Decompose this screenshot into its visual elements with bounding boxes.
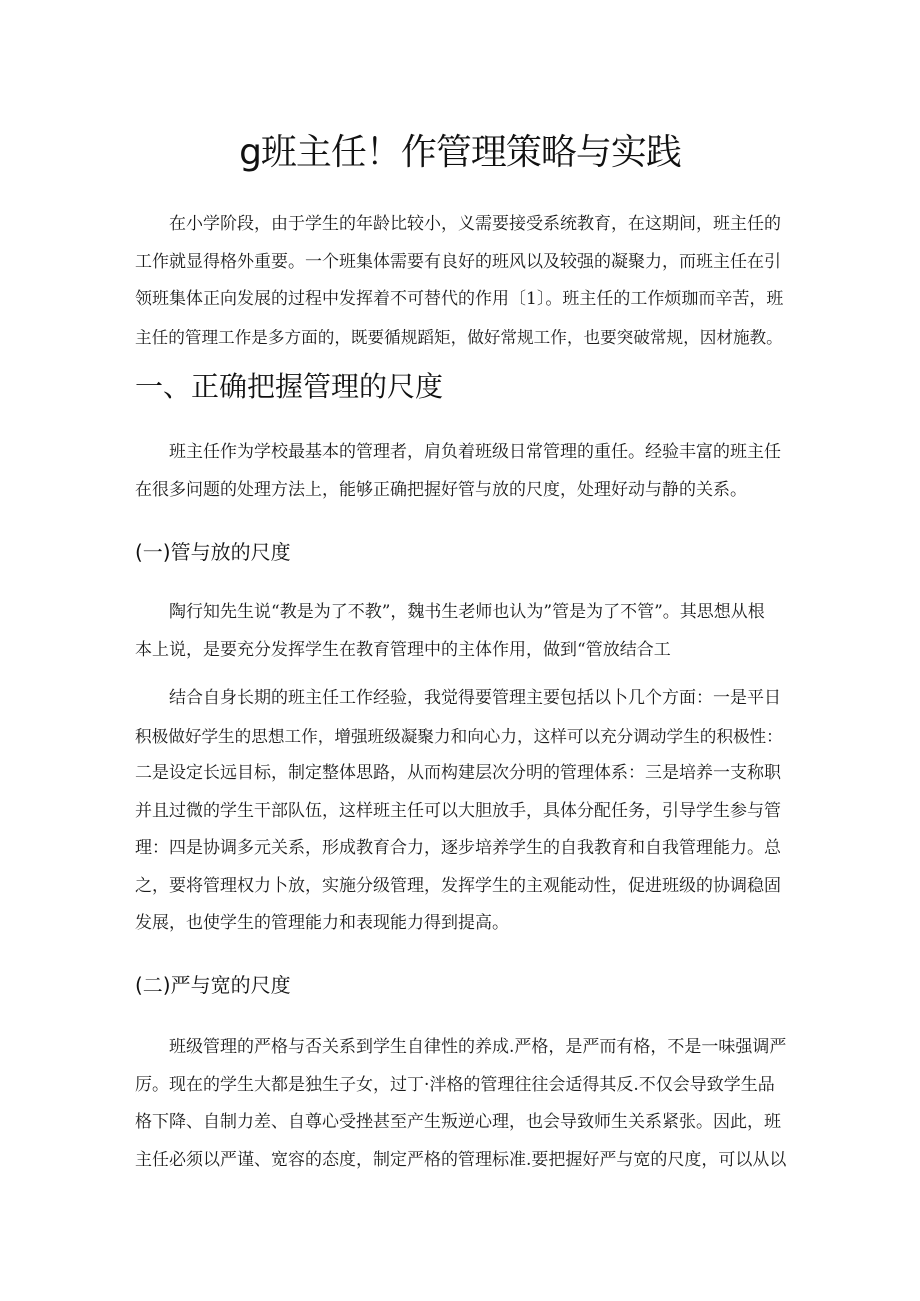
paragraph-line: 领班集体正向发展的过程中发挥着不可替代的作用〔1〕。班主任的工作烦珈而辛苦，班 xyxy=(135,289,784,309)
paragraph-line: 主任必须以严谨、宽容的态度，制定严格的管理标准.要把握好严与宽的尺度，可以从以 xyxy=(135,1149,787,1170)
document-title: g班主任！作管理策略与实践 xyxy=(239,132,681,173)
sub2-paragraph-1 xyxy=(135,1029,790,1179)
paragraph-line: 理：四是协调多元关系，形成教育合力，逐步培养学生的自我教育和自我管理能力。总 xyxy=(135,838,781,858)
paragraph-line: 之，要将管理权力卜放，实施分级管理，发挥学生的主观能动性，促进班级的协调稳固 xyxy=(135,875,781,896)
subsection-heading-1: (一)管与放的尺度 xyxy=(135,540,291,564)
paragraph-line: 二是设定长远目标，制定整体思路，从而构建层次分明的管理体系：三是培养一支称职 xyxy=(135,763,781,783)
paragraph-line: 本上说，是要充分发挥学生在教育管理中的主体作用，做到“管放结合工 xyxy=(135,639,671,660)
paragraph-line: 发展，也使学生的管理能力和表现能力得到提高。 xyxy=(135,913,509,933)
paragraph-line: 主任的管理工作是多方面的，既要循规蹈矩，做好常规工作，也要突破常规，因材施教。 xyxy=(135,327,783,347)
paragraph-line: 在小学阶段，由于学生的年龄比较小，义需要接受系统教育，在这期间，班主任的 xyxy=(169,214,781,234)
paragraph-line: 厉。现在的学生大都是独生子女，过丁·泮格的管理往往会适得其反.不仅会导致学生品 xyxy=(135,1074,775,1095)
sub1-paragraph-2 xyxy=(135,680,790,943)
paragraph-line: 积极做好学生的思想工作，增强班级凝聚力和向心力，这样可以充分调动学生的积极性： xyxy=(135,726,783,746)
paragraph-line: 班主任作为学校最基本的管理者，肩负着班级日常管理的重任。经验丰富的班主任 xyxy=(169,442,781,462)
intro-paragraph xyxy=(135,206,790,356)
section-heading-1: 一、正确把握管理的尺度 xyxy=(135,370,444,403)
paragraph-line: 并且过微的学生干部队伍，这样班主任可以大胆放手，具体分配任务，引导学生参与管 xyxy=(135,800,781,821)
paragraph-line: 结合自身长期的班主任工作经验，我觉得要管理主要包括以卜几个方面：一是平日 xyxy=(169,688,781,708)
section1-paragraph xyxy=(135,434,790,509)
paragraph-line: 工作就显得格外重要。一个班集体需要有良好的班风以及较强的凝聚力，而班主任在引 xyxy=(135,251,781,272)
subsection-heading-2: (二)严与宽的尺度 xyxy=(135,973,291,997)
paragraph-line: 在很多问题的处理方法上，能够正确把握好管与放的尺度，处理好动与静的关系。 xyxy=(135,479,747,500)
paragraph-line: 班级管理的严格与否关系到学生自律性的养成.严格，是严而有格，不是一味强调严 xyxy=(169,1037,787,1057)
paragraph-line: 格下降、自制力差、自尊心受挫甚至产生叛逆心理，也会导致师生关系紧张。因此，班 xyxy=(135,1112,781,1132)
sub1-paragraph-1 xyxy=(135,594,790,669)
paragraph-line: 陶行知先生说“教是为了不教”，魏书生老师也认为”管是为了不管”。其思想从根 xyxy=(169,602,765,622)
